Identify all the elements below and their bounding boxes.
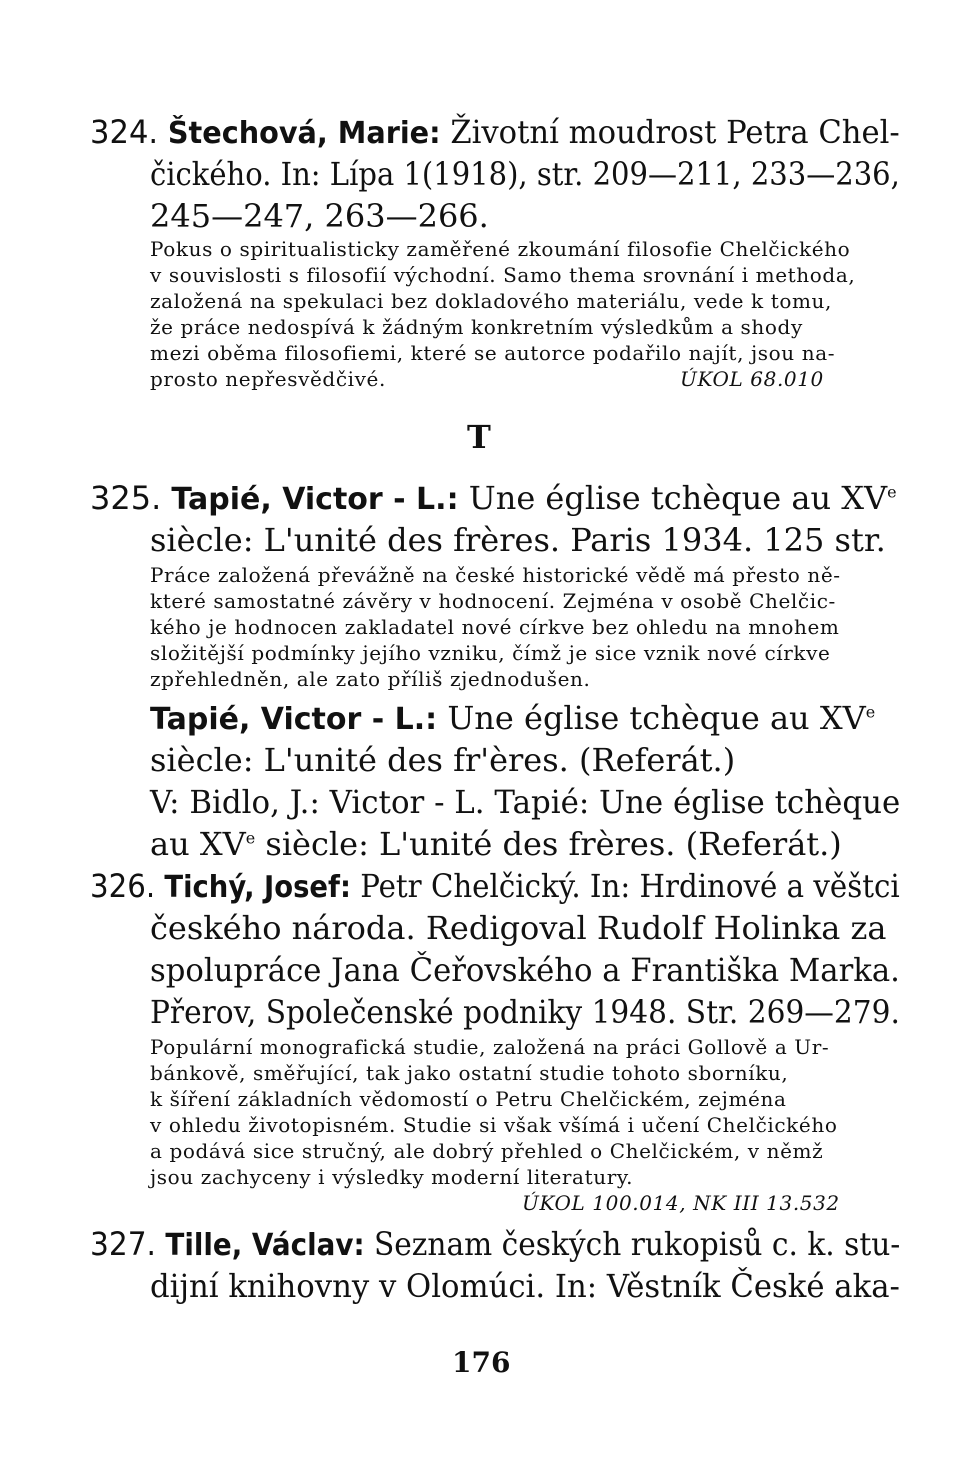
annotation-line: bánkově, směřující, tak jako ostatní studie tohoto sborníku, [150,1061,789,1085]
entry-title-line: 245—247, 263—266. [150,197,489,235]
annotation-line: zpřehledněn, ale zato příliš zjednodušen. [150,667,591,691]
section-letter: T [467,418,491,456]
annotation-line: kého je hodnocen zakladatel nové církve bez ohledu na mnohem [150,615,840,639]
entry-title-line: Seznam českých rukopisů c. k. stu- [373,1225,901,1263]
review-source-line: siècle: L'unité des frères. (Referát.) [265,825,842,863]
entry-author: Tille, Václav: [165,1228,365,1263]
review-source-line: au XV [150,825,246,863]
entry-title-line: siècle: L'unité des frères. Paris 1934. 125 str. [150,521,886,559]
entry-author: Tichý, Josef: [164,870,351,905]
entry-author: Štechová, Marie: [167,116,441,151]
review-author: Tapié, Victor - L.: [150,702,438,737]
entry-title-line: Přerov, Společenské podniky 1948. Str. 269—279. [150,993,900,1031]
entry-title-line: Životní moudrost Petra Chel- [450,113,900,151]
annotation-line: a podává sice stručný, ale dobrý přehled o Chelčickém, v němž [150,1139,824,1163]
entry-number: 326. [90,867,156,905]
review-source-line: V: Bidlo, J.: Victor - L. Tapié: Une église tchèque [150,783,901,821]
annotation-line: v ohledu životopisném. Studie si však všímá i učení Chelčického [150,1113,838,1137]
entry-title-line: Une église tchèque au XV [468,479,888,517]
annotation-line: jsou zachyceny i výsledky moderní literatury. [150,1165,634,1189]
superscript: e [865,702,876,722]
entry-title-line: českého národa. Redigoval Rudolf Holinka za [150,909,887,947]
catalog-reference: ÚKOL 68.010 [680,367,824,391]
entry-title-line: spolupráce Jana Čeřovského a Františka Marka. [150,951,900,989]
annotation-line: Populární monografická studie, založená na práci Gollově a Ur- [150,1035,830,1059]
entry-title-line: Petr Chelčický. In: Hrdinové a věštci [360,867,900,905]
annotation-line: které samostatné závěry v hodnocení. Zejména v osobě Chelčic- [150,589,836,613]
annotation-line: Práce založená převážně na české historické vědě má přesto ně- [150,563,841,587]
superscript: e [887,482,897,502]
review-title-line: siècle: L'unité des fr'ères. (Referát.) [150,741,736,779]
entry-number: 327. [90,1225,156,1263]
entry-title-line: dijní knihovny v Olomúci. In: Věstník České aka- [150,1267,900,1305]
annotation-line: složitější podmínky jejího vzniku, čímž je sice vznik nové církve [150,641,831,665]
annotation-line: k šíření základních vědomostí o Petru Chelčickém, zejména [150,1087,787,1111]
annotation-line: Pokus o spiritualisticky zaměřené zkoumání filosofie Chelčického [150,237,851,261]
superscript: e [245,828,256,848]
page-number: 176 [452,1346,511,1379]
annotation-line: v souvislosti s filosofií východní. Samo thema srovnání i methoda, [150,263,856,287]
annotation-line: prosto nepřesvědčivé. [150,367,386,391]
annotation-line: založená na spekulaci bez dokladového materiálu, vede k tomu, [150,289,832,313]
annotation-line: že práce nedospívá k žádným konkretním výsledkům a shody [150,315,803,339]
entry-number: 324. [90,113,159,151]
annotation-line: mezi oběma filosofiemi, které se autorce podařilo najít, jsou na- [150,341,836,365]
catalog-reference: ÚKOL 100.014, NK III 13.532 [522,1191,840,1215]
entry-author: Tapié, Victor - L.: [171,482,459,517]
entry-title-line: čického. In: Lípa 1(1918), str. 209—211, 233—236, [150,155,900,193]
entry-number: 325. [90,479,162,517]
review-title-line: Une église tchèque au XV [447,699,866,737]
